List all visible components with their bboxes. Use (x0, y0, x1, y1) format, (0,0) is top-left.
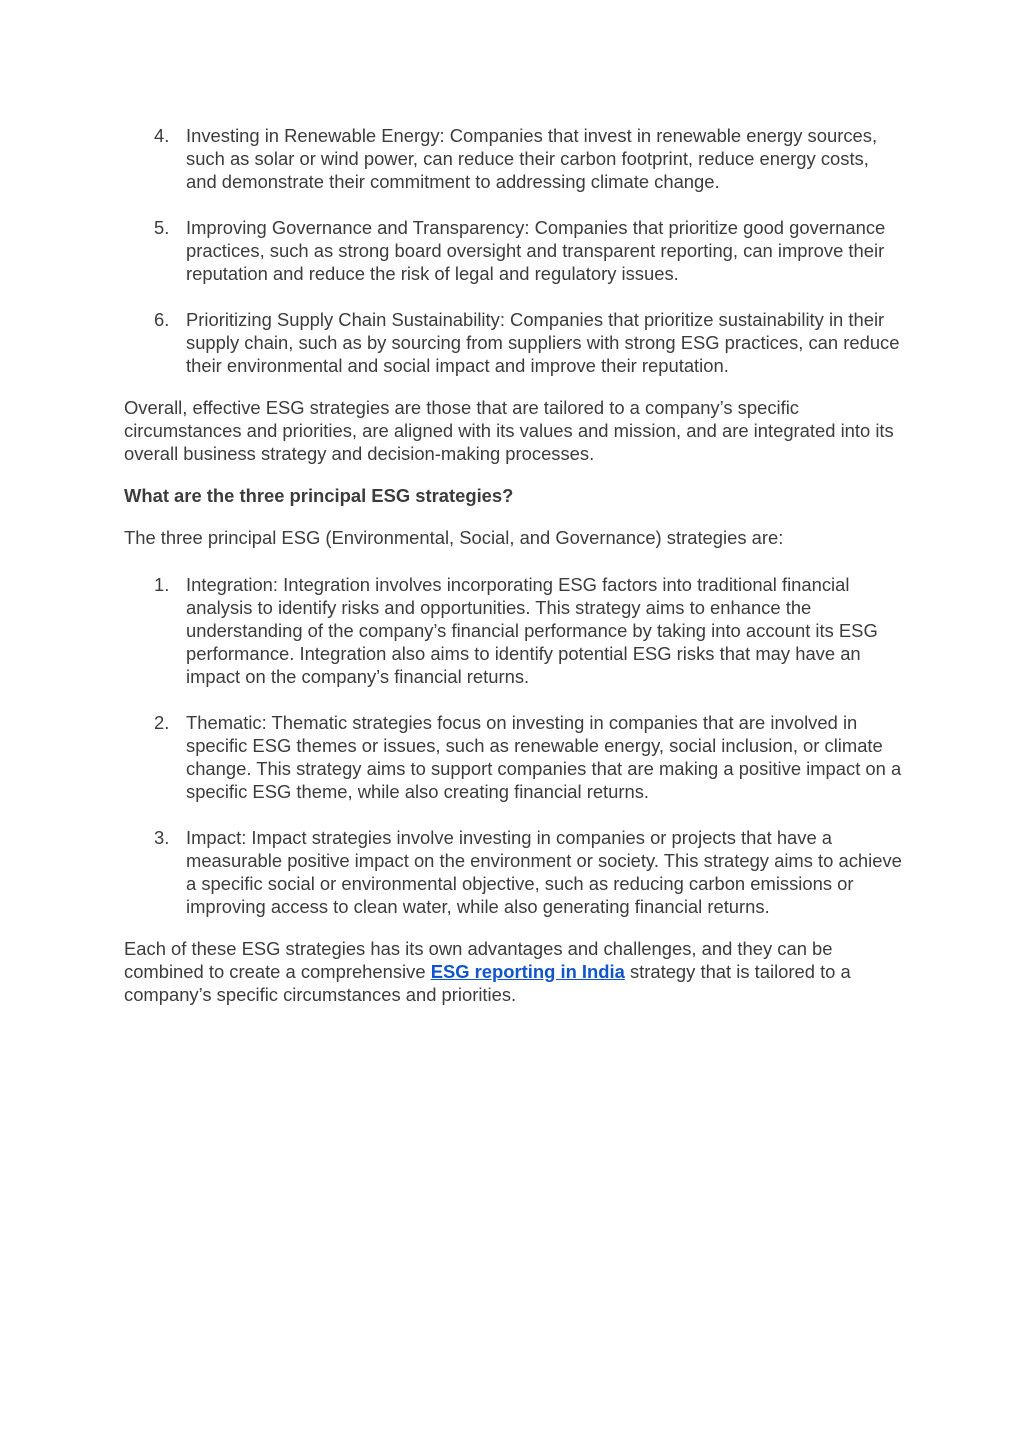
closing-text-after: strategy that is tailored to a company’s specific circumstances and priorities. (124, 961, 851, 1005)
closing-paragraph (124, 937, 904, 1006)
list-item (124, 216, 904, 285)
list-number: 2. (154, 712, 170, 733)
overall-paragraph: Overall, effective ESG strategies are those that are tailored to a company’s specific circumstances and priorities, are aligned with its values and mission, and are integrated into its overall business strategy and decision-making processes. (124, 397, 894, 464)
list-item-text: Improving Governance and Transparency: Companies that prioritize good governance practices, such as strong board oversight and transparent reporting, can improve their reputation and reduce the risk of legal and regulatory issues. (186, 217, 886, 284)
strategies-list (124, 573, 904, 918)
list-item-text: Integration: Integration involves incorporating ESG factors into traditional financial analysis to identify risks and opportunities. This strategy aims to enhance the understanding of the company’s financial performance by taking into account its ESG performance. Integration also aims to identify potential ESG risks that may have an impact on the company’s financial returns. (186, 574, 878, 687)
list-item-text: Investing in Renewable Energy: Companies that invest in renewable energy sources, such as solar or wind power, can reduce their carbon footprint, reduce energy costs, and demonstrate their commitment to addressing climate change. (186, 125, 878, 192)
list-number: 6. (154, 309, 170, 330)
list-item (124, 711, 904, 803)
list-number: 3. (154, 827, 170, 848)
list-item-text: Impact: Impact strategies involve investing in companies or projects that have a measurable positive impact on the environment or society. This strategy aims to achieve a specific social or environmental objective, such as reducing carbon emissions or improving access to clean water, while also generating financial returns. (186, 827, 902, 917)
list-number: 5. (154, 217, 170, 238)
closing-text-before: Each of these ESG strategies has its own advantages and challenges, and they can be combined to create a comprehensive (124, 938, 833, 982)
intro-paragraph: The three principal ESG (Environmental, Social, and Governance) strategies are: (124, 527, 784, 548)
continued-list (124, 124, 904, 377)
list-item (124, 573, 904, 688)
esg-reporting-link[interactable]: ESG reporting in India (430, 961, 625, 982)
section-heading: What are the three principal ESG strategies? (124, 485, 514, 506)
list-item (124, 308, 904, 377)
list-item (124, 124, 904, 193)
list-number: 4. (154, 125, 170, 146)
list-item-text: Prioritizing Supply Chain Sustainability: Companies that prioritize sustainability in their supply chain, such as by sourcing from suppliers with strong ESG practices, can reduce their environmental and social impact and improve their reputation. (186, 309, 900, 376)
list-number: 1. (154, 574, 170, 595)
list-item (124, 826, 904, 918)
document-page (124, 124, 904, 1025)
list-item-text: Thematic: Thematic strategies focus on investing in companies that are involved in specific ESG themes or issues, such as renewable energy, social inclusion, or climate change. This strategy aims to support companies that are making a positive impact on a specific ESG theme, while also creating financial returns. (186, 712, 902, 802)
